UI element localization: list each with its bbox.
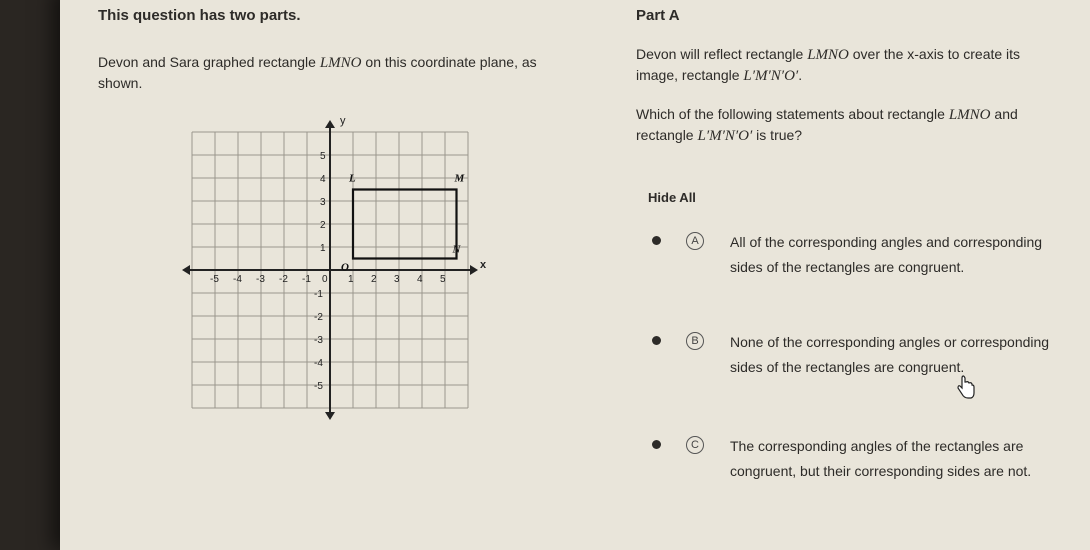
x-tick-label: 5: [440, 274, 446, 285]
option-text: The corresponding angles of the rectangles are congruent, but their corresponding sides are not.: [730, 438, 1032, 479]
coordinate-plane: [180, 115, 487, 430]
part-label: Part A: [636, 7, 680, 24]
y-tick-label: 5: [320, 151, 326, 162]
x-tick-label: 0: [322, 274, 328, 285]
y-tick-label: -4: [314, 358, 323, 369]
option-letter[interactable]: C: [686, 436, 704, 454]
x-axis-arrow: [182, 265, 190, 275]
vertex-label-l: L: [349, 172, 356, 185]
y-tick-label: -2: [314, 312, 323, 323]
x-tick-label: 3: [394, 274, 400, 285]
y-tick-label: 4: [320, 174, 326, 185]
y-axis-label: y: [340, 115, 346, 127]
left-prompt: Devon and Sara graphed rectangle LMNO on this coordinate plane, as shown.: [98, 54, 537, 91]
x-tick-label: 4: [417, 274, 423, 285]
x-axis-arrow: [470, 265, 478, 275]
x-axis-label: x: [480, 259, 487, 271]
question-title: This question has two parts.: [98, 7, 301, 24]
y-axis-arrow: [325, 412, 335, 420]
y-tick-label: -3: [314, 335, 323, 346]
hide-all-button[interactable]: Hide All: [648, 190, 696, 205]
y-tick-label: -5: [314, 381, 323, 392]
option-letter[interactable]: B: [686, 332, 704, 350]
vertex-label-n: N: [452, 243, 461, 256]
x-tick-label: -3: [256, 274, 265, 285]
y-tick-label: 1: [320, 243, 326, 254]
hand-cursor-icon: [956, 376, 976, 400]
vertex-label-o: O: [341, 261, 349, 274]
y-tick-label: 2: [320, 220, 326, 231]
y-tick-label: 3: [320, 197, 326, 208]
question-text: Which of the following statements about rectangle LMNO and rectangle L′M′N′O′ is true?: [636, 106, 1018, 144]
bullet-icon: [652, 440, 661, 449]
x-tick-label: 1: [348, 274, 354, 285]
y-axis-arrow: [325, 120, 335, 128]
x-tick-label: -1: [302, 274, 311, 285]
bullet-icon: [652, 336, 661, 345]
bullet-icon: [652, 236, 661, 245]
x-tick-label: -5: [210, 274, 219, 285]
reflection-prompt: Devon will reflect rectangle LMNO over the x-axis to create its image, rectangle L′M′N′O′.: [636, 46, 1021, 84]
x-tick-label: -4: [233, 274, 242, 285]
option-letter[interactable]: A: [686, 232, 704, 250]
option-text: None of the corresponding angles or corresponding sides of the rectangles are congruent.: [730, 334, 1050, 375]
option-text: All of the corresponding angles and corresponding sides of the rectangles are congruent.: [730, 234, 1043, 275]
y-tick-label: -1: [314, 289, 323, 300]
x-tick-label: 2: [371, 274, 377, 285]
vertex-label-m: M: [454, 172, 465, 185]
x-tick-label: -2: [279, 274, 288, 285]
